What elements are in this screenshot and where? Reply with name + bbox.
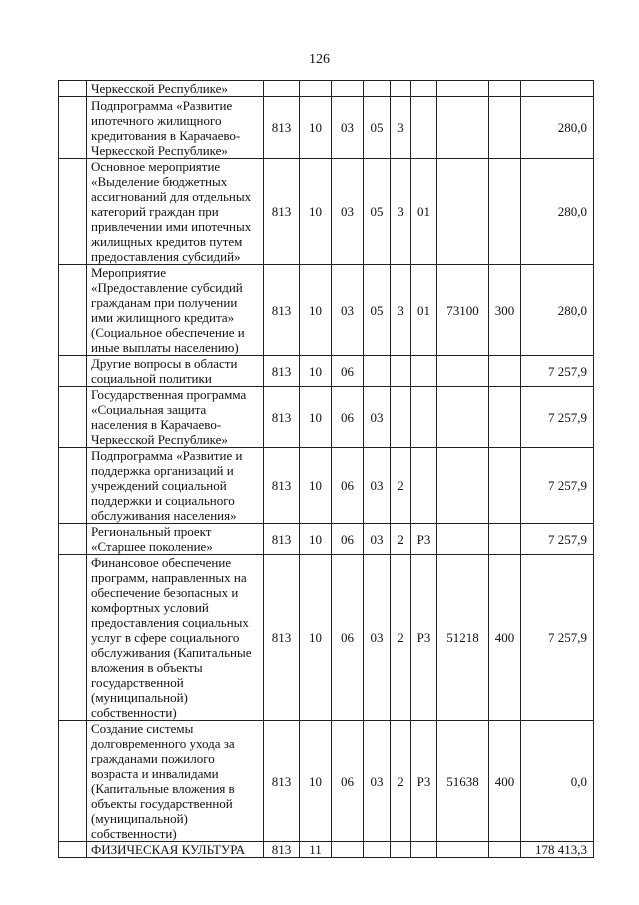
code-cell-c5: 2 xyxy=(391,721,411,842)
code-cell-c7: 73100 xyxy=(437,265,489,356)
code-cell-c2: 10 xyxy=(300,387,332,448)
code-cell-c8: 400 xyxy=(489,721,521,842)
code-cell-c3: 06 xyxy=(332,524,364,555)
table-row xyxy=(59,265,594,356)
code-cell-c4: 03 xyxy=(364,448,391,524)
code-cell-c6: Р3 xyxy=(411,555,437,721)
code-cell-c5: 3 xyxy=(391,265,411,356)
code-cell-c6: 01 xyxy=(411,159,437,265)
code-cell-c1: 813 xyxy=(264,159,300,265)
code-cell-c2: 11 xyxy=(300,842,332,858)
code-cell-c7: 51218 xyxy=(437,555,489,721)
code-cell-c5 xyxy=(391,81,411,97)
code-cell-c2: 10 xyxy=(300,524,332,555)
code-cell-c8 xyxy=(489,356,521,387)
item-name-cell: Региональный проект «Старшее поколение» xyxy=(87,524,264,555)
code-cell-c1: 813 xyxy=(264,97,300,159)
code-cell-c3 xyxy=(332,81,364,97)
code-cell-c1 xyxy=(264,81,300,97)
code-cell-c3: 03 xyxy=(332,97,364,159)
code-cell-c3: 03 xyxy=(332,265,364,356)
code-cell-c8 xyxy=(489,97,521,159)
code-cell-c1: 813 xyxy=(264,842,300,858)
row-number-cell xyxy=(59,448,87,524)
code-cell-c6: 01 xyxy=(411,265,437,356)
table-row xyxy=(59,159,594,265)
code-cell-c8 xyxy=(489,524,521,555)
code-cell-c2: 10 xyxy=(300,356,332,387)
table-row xyxy=(59,356,594,387)
code-cell-c4: 03 xyxy=(364,555,391,721)
item-name-cell: Создание системы долговременного ухода за гражданами пожилого возраста и инвалидами (Капитальные вложения в объекты государственной (муниципальной) собственности) xyxy=(87,721,264,842)
code-cell-c2: 10 xyxy=(300,555,332,721)
code-cell-c3: 06 xyxy=(332,448,364,524)
code-cell-c2: 10 xyxy=(300,721,332,842)
item-name-cell: ФИЗИЧЕСКАЯ КУЛЬТУРА xyxy=(87,842,264,858)
amount-cell: 7 257,9 xyxy=(521,524,594,555)
table-row xyxy=(59,721,594,842)
row-number-cell xyxy=(59,524,87,555)
amount-cell: 0,0 xyxy=(521,721,594,842)
table-row xyxy=(59,555,594,721)
code-cell-c7 xyxy=(437,524,489,555)
code-cell-c5 xyxy=(391,356,411,387)
code-cell-c4: 05 xyxy=(364,97,391,159)
amount-cell: 7 257,9 xyxy=(521,356,594,387)
code-cell-c6 xyxy=(411,842,437,858)
code-cell-c3: 06 xyxy=(332,721,364,842)
code-cell-c1: 813 xyxy=(264,524,300,555)
code-cell-c5: 2 xyxy=(391,448,411,524)
code-cell-c7 xyxy=(437,81,489,97)
code-cell-c5: 3 xyxy=(391,159,411,265)
code-cell-c3: 03 xyxy=(332,159,364,265)
code-cell-c7 xyxy=(437,842,489,858)
item-name-cell: Другие вопросы в области социальной политики xyxy=(87,356,264,387)
table-row xyxy=(59,97,594,159)
row-number-cell xyxy=(59,265,87,356)
row-number-cell xyxy=(59,159,87,265)
table-row xyxy=(59,524,594,555)
code-cell-c8: 300 xyxy=(489,265,521,356)
code-cell-c4 xyxy=(364,842,391,858)
code-cell-c4: 03 xyxy=(364,721,391,842)
row-number-cell xyxy=(59,387,87,448)
code-cell-c8: 400 xyxy=(489,555,521,721)
amount-cell: 7 257,9 xyxy=(521,555,594,721)
code-cell-c6 xyxy=(411,81,437,97)
code-cell-c5: 2 xyxy=(391,555,411,721)
amount-cell: 280,0 xyxy=(521,97,594,159)
code-cell-c2: 10 xyxy=(300,265,332,356)
table-row xyxy=(59,448,594,524)
page-number: 126 xyxy=(309,52,330,67)
code-cell-c7 xyxy=(437,97,489,159)
code-cell-c1: 813 xyxy=(264,387,300,448)
row-number-cell xyxy=(59,81,87,97)
item-name-cell: Финансовое обеспечение программ, направленных на обеспечение безопасных и комфортных условий предоставления социальных услуг в сфере социального обслуживания (Капитальные вложения в объекты государственной (муниципальной) собственности) xyxy=(87,555,264,721)
code-cell-c2: 10 xyxy=(300,97,332,159)
code-cell-c1: 813 xyxy=(264,265,300,356)
code-cell-c7 xyxy=(437,448,489,524)
code-cell-c6 xyxy=(411,387,437,448)
code-cell-c4: 05 xyxy=(364,159,391,265)
code-cell-c5 xyxy=(391,387,411,448)
code-cell-c6 xyxy=(411,356,437,387)
code-cell-c4: 05 xyxy=(364,265,391,356)
code-cell-c4: 03 xyxy=(364,387,391,448)
code-cell-c8 xyxy=(489,842,521,858)
code-cell-c4 xyxy=(364,81,391,97)
code-cell-c7 xyxy=(437,387,489,448)
row-number-cell xyxy=(59,842,87,858)
code-cell-c3: 06 xyxy=(332,356,364,387)
item-name-cell: Мероприятие «Предоставление субсидий гражданам при получении ими жилищного кредита» (Социальное обеспечение и иные выплаты населению) xyxy=(87,265,264,356)
code-cell-c6: Р3 xyxy=(411,524,437,555)
row-number-cell xyxy=(59,97,87,159)
item-name-cell: Подпрограмма «Развитие ипотечного жилищного кредитования в Карачаево-Черкесской Республике» xyxy=(87,97,264,159)
item-name-cell: Подпрограмма «Развитие и поддержка организаций и учреждений социальной поддержки и социального обслуживания населения» xyxy=(87,448,264,524)
row-number-cell xyxy=(59,721,87,842)
code-cell-c2 xyxy=(300,81,332,97)
code-cell-c1: 813 xyxy=(264,356,300,387)
table-body xyxy=(59,81,594,858)
code-cell-c4: 03 xyxy=(364,524,391,555)
item-name-cell: Основное мероприятие «Выделение бюджетных ассигнований для отдельных категорий граждан при привлечении ими ипотечных жилищных кредитов путем предоставления субсидий» xyxy=(87,159,264,265)
budget-table xyxy=(58,80,594,858)
table-row xyxy=(59,387,594,448)
code-cell-c4 xyxy=(364,356,391,387)
amount-cell: 7 257,9 xyxy=(521,448,594,524)
amount-cell: 7 257,9 xyxy=(521,387,594,448)
row-number-cell xyxy=(59,356,87,387)
amount-cell: 280,0 xyxy=(521,265,594,356)
code-cell-c6: Р3 xyxy=(411,721,437,842)
code-cell-c1: 813 xyxy=(264,721,300,842)
code-cell-c6 xyxy=(411,448,437,524)
code-cell-c2: 10 xyxy=(300,159,332,265)
code-cell-c5: 3 xyxy=(391,97,411,159)
amount-cell: 178 413,3 xyxy=(521,842,594,858)
amount-cell xyxy=(521,81,594,97)
code-cell-c7 xyxy=(437,159,489,265)
code-cell-c5 xyxy=(391,842,411,858)
code-cell-c1: 813 xyxy=(264,555,300,721)
table-row xyxy=(59,842,594,858)
row-number-cell xyxy=(59,555,87,721)
code-cell-c3 xyxy=(332,842,364,858)
code-cell-c5: 2 xyxy=(391,524,411,555)
code-cell-c2: 10 xyxy=(300,448,332,524)
code-cell-c3: 06 xyxy=(332,555,364,721)
table-row xyxy=(59,81,594,97)
code-cell-c3: 06 xyxy=(332,387,364,448)
item-name-cell: Государственная программа «Социальная защита населения в Карачаево-Черкесской Республике» xyxy=(87,387,264,448)
item-name-cell: Черкесской Республике» xyxy=(87,81,264,97)
code-cell-c8 xyxy=(489,81,521,97)
code-cell-c8 xyxy=(489,387,521,448)
code-cell-c8 xyxy=(489,448,521,524)
code-cell-c1: 813 xyxy=(264,448,300,524)
code-cell-c8 xyxy=(489,159,521,265)
code-cell-c6 xyxy=(411,97,437,159)
code-cell-c7: 51638 xyxy=(437,721,489,842)
code-cell-c7 xyxy=(437,356,489,387)
amount-cell: 280,0 xyxy=(521,159,594,265)
